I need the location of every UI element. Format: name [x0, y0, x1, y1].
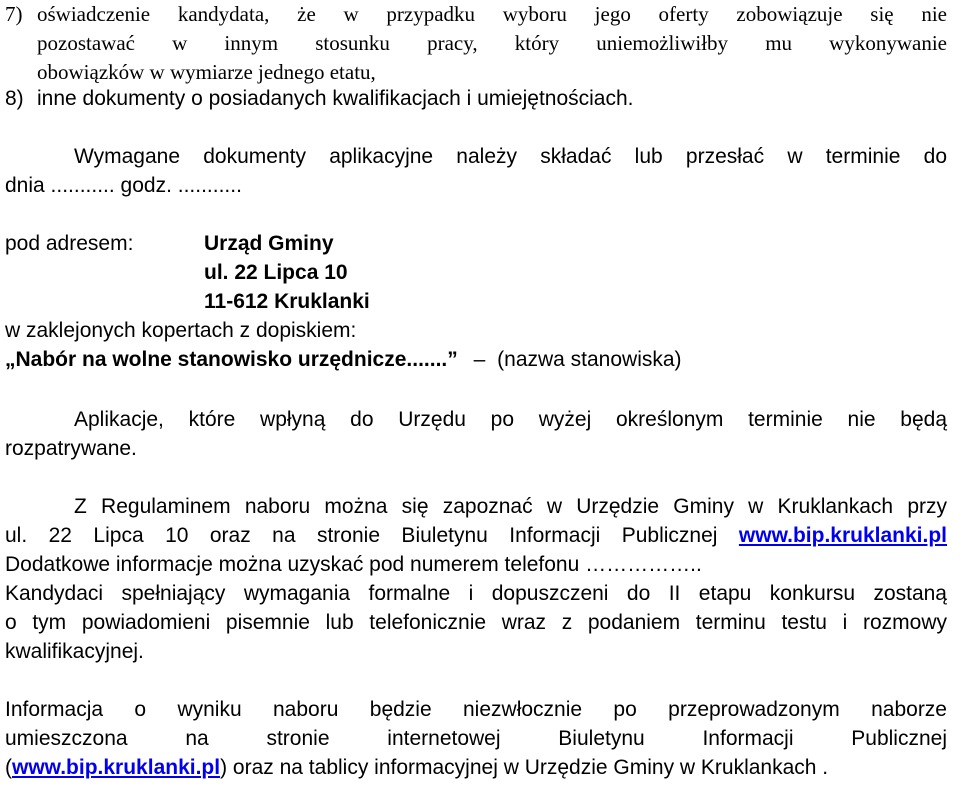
candidates-line1: Kandydaci spełniający wymagania formalne i dopuszczeni do II etapu konkursu zostaną [5, 582, 947, 605]
list-item-7 [5, 2, 23, 26]
item7-line3: obowiązków w wymiarze jednego etatu, [37, 60, 376, 84]
envelope-line [5, 348, 682, 372]
phone-line: Dodatkowe informacje można uzyskać pod numerem telefonu …………….. [5, 553, 702, 576]
deadline-line2: dnia ........... godz. ........... [5, 174, 242, 197]
item-number: 7) [5, 2, 23, 26]
late-line1: Aplikacje, które wpłyną do Urzędu po wyżej określonym terminie nie będą [74, 408, 947, 431]
envelope-quote: „Nabór na wolne stanowisko urzędnicze.......” [5, 348, 458, 371]
item-number: 8) [5, 87, 24, 110]
result-paren-open: ( [5, 756, 12, 779]
result-line2: umieszczona na stronie internetowej Biuletynu Informacji Publicznej [5, 727, 947, 750]
item7-line1: oświadczenie kandydata, że w przypadku wyboru jego oferty zobowiązuje się nie [37, 2, 947, 26]
candidates-line2: o tym powiadomieni pisemnie lub telefonicznie wraz z podaniem terminu testu i rozmowy [5, 611, 947, 634]
regulations-line1: Z Regulaminem naboru można się zapoznać w Urzędzie Gminy w Kruklankach przy [74, 495, 947, 518]
result-line3-text: ) oraz na tablicy informacyjnej w Urzędzie Gminy w Kruklankach . [220, 756, 829, 779]
regulations-line2 [5, 524, 947, 548]
address-label: pod adresem: [5, 232, 134, 255]
list-item-8 [5, 87, 24, 111]
address-street: ul. 22 Lipca 10 [204, 261, 348, 284]
candidates-line3: kwalifikacyjnej. [5, 640, 144, 663]
result-line3 [5, 756, 828, 780]
result-bip-link[interactable]: www.bip.kruklanki.pl [12, 756, 221, 779]
late-line2: rozpatrywane. [5, 437, 137, 460]
item8-text: inne dokumenty o posiadanych kwalifikacjach i umiejętnościach. [37, 87, 634, 110]
regulations-line2-text: ul. 22 Lipca 10 oraz na stronie Biuletynu Informacji Publicznej [5, 524, 718, 547]
address-city: 11-612 Kruklanki [204, 290, 370, 313]
address-name: Urząd Gminy [204, 232, 334, 255]
item7-line2: pozostawać w innym stosunku pracy, który uniemożliwiłby mu wykonywanie [37, 31, 947, 55]
envelope-intro: w zaklejonych kopertach z dopiskiem: [5, 319, 357, 342]
bip-link[interactable]: www.bip.kruklanki.pl [738, 524, 948, 547]
deadline-line1: Wymagane dokumenty aplikacyjne należy składać lub przesłać w terminie do [74, 145, 947, 168]
position-note: (nazwa stanowiska) [497, 348, 682, 371]
envelope-dash: – [473, 348, 486, 371]
result-line1: Informacja o wyniku naboru będzie niezwłocznie po przeprowadzonym naborze [5, 698, 947, 721]
